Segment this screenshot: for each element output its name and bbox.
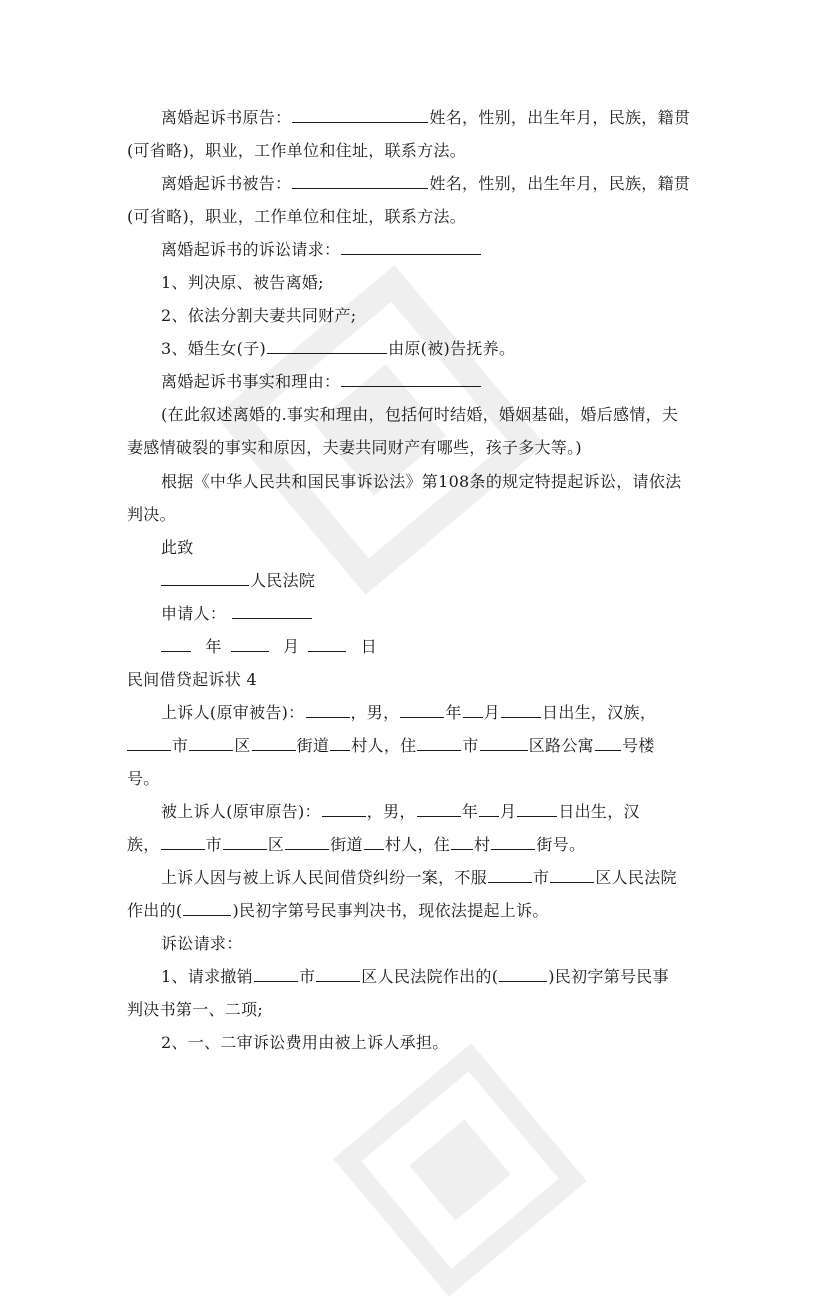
fill-blank <box>254 967 298 982</box>
fill-blank <box>488 868 532 883</box>
fill-blank <box>127 736 171 751</box>
appellant-line: 上诉人(原审被告)： ，男， 年 月 日出生，汉族， <box>161 703 657 722</box>
fill-blank <box>595 736 621 751</box>
claim-item-1: 1、判决原、被告离婚; <box>161 273 324 292</box>
fill-blank <box>161 835 205 850</box>
facts-heading: 离婚起诉书事实和理由： <box>161 372 741 392</box>
fill-blank <box>499 967 547 982</box>
appeal-claim-2: 2、一、二审诉讼费用由被上诉人承担。 <box>161 1033 449 1052</box>
fill-blank <box>517 802 557 817</box>
fill-blank <box>292 174 428 189</box>
fill-blank <box>189 736 233 751</box>
salutation: 此致 <box>161 538 194 557</box>
appeal-claim-1-cont: 判决书第一、二项; <box>127 1000 264 1019</box>
fill-blank <box>322 802 366 817</box>
appellee-line: 被上诉人(原审原告)： ，男， 年 月 日出生，汉 <box>161 802 640 821</box>
appellant-address-cont: 号。 <box>127 769 160 788</box>
defendant-line: 离婚起诉书被告： 姓名，性别，出生年月，民族，籍贯 <box>161 174 691 193</box>
claim-item-2: 2、依法分割夫妻共同财产; <box>161 306 357 325</box>
fill-blank <box>451 835 473 850</box>
section-title: 民间借贷起诉状 4 <box>127 670 257 689</box>
fill-blank <box>463 703 483 718</box>
defendant-line-cont: (可省略)，职业，工作单位和住址，联系方法。 <box>127 207 467 226</box>
plaintiff-line-cont: (可省略)，职业，工作单位和住址，联系方法。 <box>127 141 467 160</box>
fill-blank <box>417 736 461 751</box>
fill-blank <box>364 835 384 850</box>
fill-blank <box>316 967 360 982</box>
fill-blank <box>183 901 231 916</box>
claim-item-3: 3、婚生女(子) 由原(被)告抚养。 <box>161 339 516 358</box>
fill-blank <box>341 372 481 387</box>
appeal-claim-1: 1、请求撤销 市 区人民法院作出的( )民初字第号民事 <box>161 967 669 986</box>
legal-basis-cont: 判决。 <box>127 505 176 524</box>
fill-blank <box>231 637 269 652</box>
fill-blank <box>267 339 387 354</box>
facts-note-cont: 妻感情破裂的事实和原因，夫妻共同财产有哪些，孩子多大等。) <box>127 438 582 457</box>
fill-blank <box>285 835 329 850</box>
fill-blank <box>232 604 312 619</box>
case-statement-cont: 作出的( )民初字第号民事判决书，现依法提起上诉。 <box>127 901 549 920</box>
fill-blank <box>479 802 499 817</box>
fill-blank <box>161 571 249 586</box>
fill-blank <box>292 108 428 123</box>
fill-blank <box>341 240 481 255</box>
fill-blank <box>417 802 461 817</box>
case-statement: 上诉人因与被上诉人民间借贷纠纷一案，不服 市 区人民法院 <box>161 868 677 887</box>
legal-basis: 根据《中华人民共和国民事诉讼法》第108条的规定特提起诉讼，请依法 <box>161 472 682 491</box>
watermark-icon <box>197 247 563 613</box>
applicant-line: 申请人： <box>161 604 741 624</box>
fill-blank <box>480 736 528 751</box>
appellant-address: 市 区 街道 村人，住 市 区路公寓 号楼 <box>127 736 707 756</box>
date-line: 年 月 日 <box>161 637 741 657</box>
fill-blank <box>400 703 444 718</box>
facts-note: (在此叙述离婚的.事实和理由，包括何时结婚，婚姻基础，婚后感情，夫 <box>161 405 679 424</box>
fill-blank <box>306 703 350 718</box>
appellee-address: 族， 市 区 街道 村人，住 村 街号。 <box>127 835 586 854</box>
fill-blank <box>491 835 535 850</box>
fill-blank <box>223 835 267 850</box>
watermark-icon <box>319 1029 601 1311</box>
fill-blank <box>252 736 296 751</box>
plaintiff-line: 离婚起诉书原告： 姓名，性别，出生年月，民族，籍贯 <box>161 108 691 127</box>
fill-blank <box>501 703 541 718</box>
court-line: 人民法院 <box>161 571 741 591</box>
fill-blank <box>161 637 191 652</box>
fill-blank <box>550 868 594 883</box>
fill-blank <box>308 637 346 652</box>
appeal-claims-heading: 诉讼请求： <box>161 934 243 953</box>
claims-heading: 离婚起诉书的诉讼请求： <box>161 240 741 260</box>
fill-blank <box>330 736 350 751</box>
